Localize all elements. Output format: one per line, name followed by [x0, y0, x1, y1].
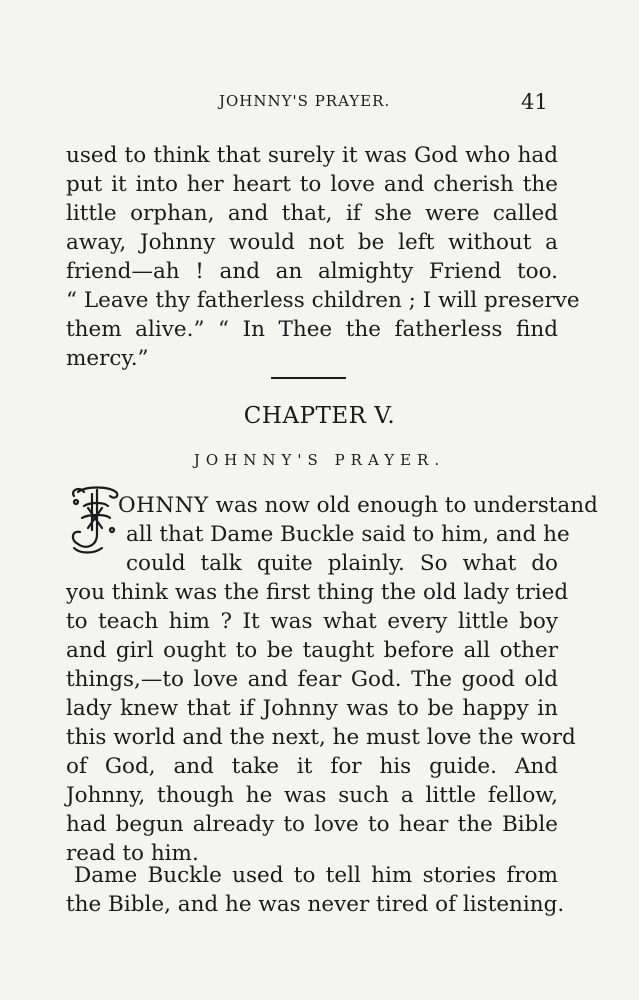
text-line: could talk quite plainly. So what do: [126, 551, 558, 576]
text-line: little orphan, and that, if she were called: [66, 201, 558, 226]
text-line: all that Dame Buckle said to him, and he: [126, 522, 570, 547]
text-line: OHNNY was now old enough to understand: [118, 493, 598, 518]
text-line: Dame Buckle used to tell him stories from: [74, 863, 558, 888]
running-title: JOHNNY'S PRAYER.: [219, 92, 391, 110]
lead-word-smallcaps: OHNNY: [118, 493, 209, 518]
chapter-subtitle: JOHNNY'S PRAYER.: [193, 451, 446, 469]
paragraph-3: [66, 861, 565, 919]
page-number: 41: [521, 90, 548, 114]
text-line: away, Johnny would not be left without a: [66, 230, 558, 255]
text-line: “ Leave thy fatherless children ; I will preserve: [66, 288, 580, 313]
text-line: Johnny, though he was such a little fellow,: [66, 783, 558, 808]
text-line: the Bible, and he was never tired of listening.: [66, 892, 565, 917]
text-line: things,—to love and fear God. The good old: [66, 667, 558, 692]
section-divider: [271, 377, 346, 379]
text-line: friend—ah ! and an almighty Friend too.: [66, 259, 558, 284]
chapter-heading: CHAPTER V.: [243, 403, 396, 429]
text-line: had begun already to love to hear the Bible: [66, 812, 558, 837]
text-line: and girl ought to be taught before all other: [66, 638, 558, 663]
text-line: mercy.”: [66, 346, 149, 371]
paragraph-1: [66, 141, 580, 373]
text-line: put it into her heart to love and cherish the: [66, 172, 558, 197]
running-head: [0, 90, 639, 114]
text-line: you think was the first thing the old lady tried: [66, 580, 569, 605]
text-line: them alive.” “ In Thee the fatherless find: [66, 317, 558, 342]
paragraph-2: [66, 491, 598, 868]
text-line: lady knew that if Johnny was to be happy in: [66, 696, 558, 721]
text-line: this world and the next, he must love the word: [66, 725, 576, 750]
text-line: of God, and take it for his guide. And: [66, 754, 558, 779]
text-line: read to him.: [66, 841, 199, 866]
text-line: used to think that surely it was God who had: [66, 143, 558, 168]
text-line: to teach him ? It was what every little boy: [66, 609, 558, 634]
